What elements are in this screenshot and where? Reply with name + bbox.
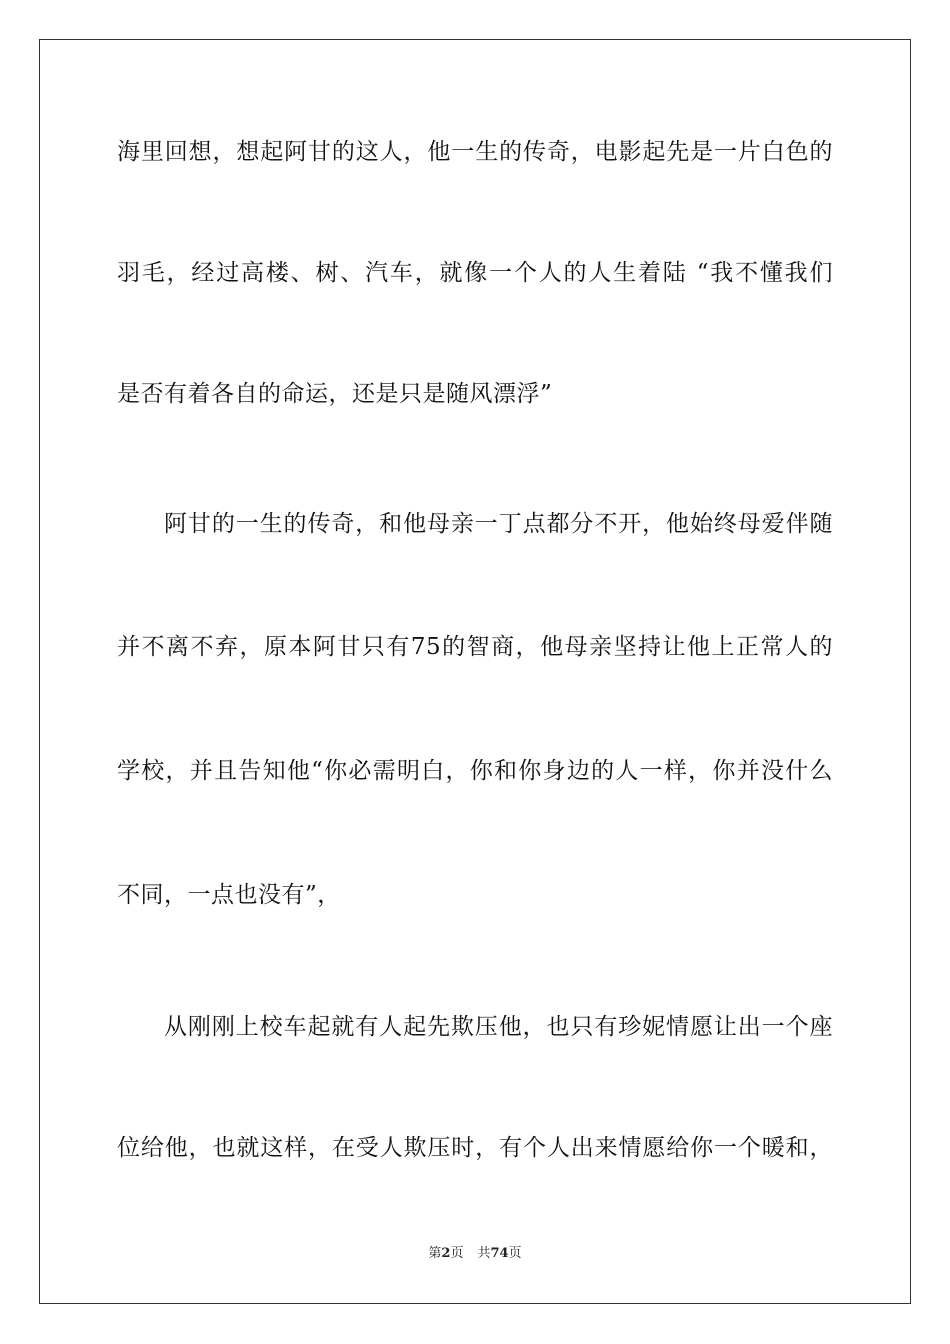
text-line-9: 位给他，也就这样，在受人欺压时，有个人出来情愿给你一个暖和， bbox=[117, 1135, 833, 1161]
footer-total-pages: 74 bbox=[490, 1246, 509, 1261]
footer-page-prefix: 第 bbox=[428, 1246, 442, 1261]
footer-page-suffix: 页 bbox=[450, 1246, 464, 1261]
text-line-1: 海里回想，想起阿甘的这人，他一生的传奇，电影起先是一片白色的 bbox=[117, 139, 833, 165]
footer-total-prefix: 共 bbox=[477, 1246, 491, 1261]
page-footer bbox=[0, 1245, 950, 1263]
text-line-5: 并不离不弃，原本阿甘只有75的智商，他母亲坚持让他上正常人的 bbox=[117, 634, 833, 660]
text-line-7: 不同，一点也没有”， bbox=[117, 882, 341, 908]
text-line-8: 从刚刚上校车起就有人起先欺压他，也只有珍妮情愿让出一个座 bbox=[164, 1014, 833, 1040]
text-line-4: 阿甘的一生的传奇，和他母亲一丁点都分不开，他始终母爱伴随 bbox=[164, 511, 833, 537]
page-border bbox=[39, 39, 911, 1304]
text-line-6: 学校，并且告知他“你必需明白，你和你身边的人一样，你并没什么 bbox=[117, 758, 833, 784]
text-line-2: 羽毛，经过高楼、树、汽车，就像一个人的人生着陆 “我不懂我们 bbox=[117, 260, 833, 286]
text-line-3: 是否有着各自的命运，还是只是随风漂浮” bbox=[117, 381, 553, 407]
footer-page-number: 2 bbox=[441, 1246, 451, 1261]
footer-total-suffix: 页 bbox=[508, 1246, 522, 1261]
